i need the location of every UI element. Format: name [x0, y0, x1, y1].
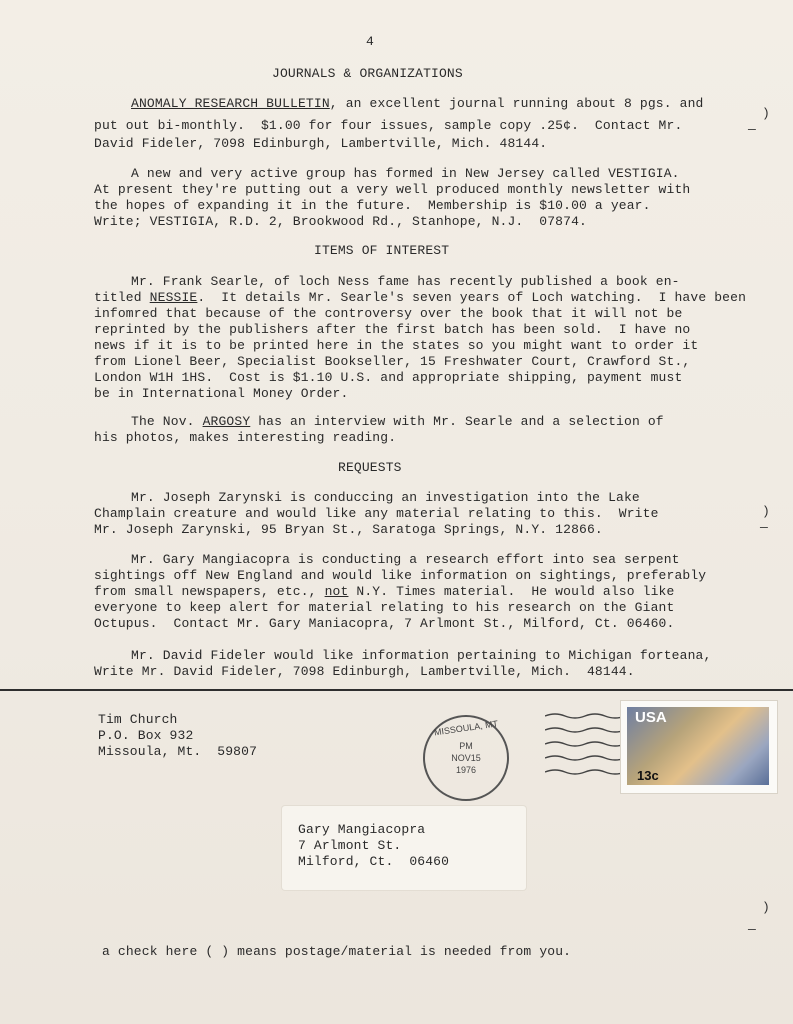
magazine-title: ARGOSY [202, 414, 251, 429]
item-line: his photos, makes interesting reading. [94, 430, 397, 445]
stamp-country: USA [635, 709, 667, 726]
recipient-city: Milford, Ct. 06460 [298, 854, 450, 869]
postage-stamp [620, 700, 778, 794]
request-line: Mr. Gary Mangiacopra is conducting a research effort into sea serpent [131, 552, 680, 567]
journal-line: put out bi-monthly. $1.00 for four issues, sample copy .25¢. Contact Mr. [94, 118, 683, 133]
postmark-year: 1976 [455, 765, 477, 775]
request-line: sightings off New England and would like information on sightings, preferably [94, 568, 707, 583]
item-line: reprinted by the publishers after the first batch has been sold. I have no [94, 322, 691, 337]
sender-name: Tim Church [98, 712, 178, 727]
cancellation-wave [545, 754, 625, 762]
margin-mark: — [748, 122, 756, 137]
item-line: London W1H 1HS. Cost is $1.10 U.S. and appropriate shipping, payment must [94, 370, 683, 385]
margin-mark: ) [762, 504, 770, 519]
item-line: The Nov. ARGOSY has an interview with Mr. Searle and a selection of [131, 414, 664, 429]
section-heading-requests: REQUESTS [338, 460, 402, 475]
journal-line: At present they're putting out a very well produced monthly newsletter with [94, 182, 691, 197]
cancellation-wave [545, 768, 625, 776]
journal-line: Write; VESTIGIA, R.D. 2, Brookwood Rd., Stanhope, N.J. 07874. [94, 214, 587, 229]
section-heading-journals: JOURNALS & ORGANIZATIONS [272, 66, 463, 81]
emphasis-not: not [324, 584, 349, 599]
margin-mark: ) [762, 106, 770, 121]
postmark-circle [423, 715, 509, 801]
item-line: news if it is to be printed here in the states so you might want to order it [94, 338, 699, 353]
request-line: Write Mr. David Fideler, 7098 Edinburgh, Lambertville, Mich. 48144. [94, 664, 635, 679]
postmark-city: MISSOULA, MT [433, 718, 499, 738]
postmark-date: NOV15 [451, 753, 481, 763]
margin-mark: ) [762, 900, 770, 915]
journal-line: ANOMALY RESEARCH BULLETIN, an excellent journal running about 8 pgs. and [131, 96, 704, 111]
postmark-pm: PM [459, 741, 473, 751]
item-line: from Lionel Beer, Specialist Bookseller, 15 Freshwater Court, Crawford St., [94, 354, 691, 369]
request-line: Octupus. Contact Mr. Gary Maniacopra, 7 Arlmont St., Milford, Ct. 06460. [94, 616, 675, 631]
stamp-value: 13c [637, 768, 659, 783]
fold-line [0, 689, 793, 691]
request-line: everyone to keep alert for material relating to his research on the Giant [94, 600, 675, 615]
recipient-name: Gary Mangiacopra [298, 822, 426, 837]
request-line: from small newspapers, etc., not N.Y. Times material. He would also like [94, 584, 675, 599]
journal-line: A new and very active group has formed in New Jersey called VESTIGIA. [131, 166, 680, 181]
journal-line: David Fideler, 7098 Edinburgh, Lambertville, Mich. 48144. [94, 136, 548, 151]
recipient-street: 7 Arlmont St. [298, 838, 402, 853]
item-line: be in International Money Order. [94, 386, 349, 401]
request-line: Mr. Joseph Zarynski is conduccing an investigation into the Lake [131, 490, 640, 505]
cancellation-wave [545, 726, 625, 734]
item-line: infomred that because of the controversy over the book that it will not be [94, 306, 683, 321]
journal-title: ANOMALY RESEARCH BULLETIN [131, 96, 330, 111]
item-line: Mr. Frank Searle, of loch Ness fame has recently published a book en- [131, 274, 680, 289]
stamp-image [627, 707, 769, 785]
margin-mark: — [760, 520, 768, 535]
journal-line: the hopes of expanding it in the future. Membership is $10.00 a year. [94, 198, 651, 213]
request-line: Champlain creature and would like any material relating to this. Write [94, 506, 659, 521]
book-title: NESSIE [149, 290, 198, 305]
footer-note: a check here ( ) means postage/material is needed from you. [102, 944, 572, 959]
cancellation-wave [545, 712, 625, 720]
cancellation-wave [545, 740, 625, 748]
request-line: Mr. Joseph Zarynski, 95 Bryan St., Saratoga Springs, N.Y. 12866. [94, 522, 603, 537]
page-number: 4 [366, 34, 374, 49]
sender-city: Missoula, Mt. 59807 [98, 744, 258, 759]
margin-mark: — [748, 922, 756, 937]
item-line: titled NESSIE. It details Mr. Searle's seven years of Loch watching. I have been [94, 290, 747, 305]
sender-box: P.O. Box 932 [98, 728, 194, 743]
section-heading-items: ITEMS OF INTEREST [314, 243, 450, 258]
request-line: Mr. David Fideler would like information pertaining to Michigan forteana, [131, 648, 712, 663]
